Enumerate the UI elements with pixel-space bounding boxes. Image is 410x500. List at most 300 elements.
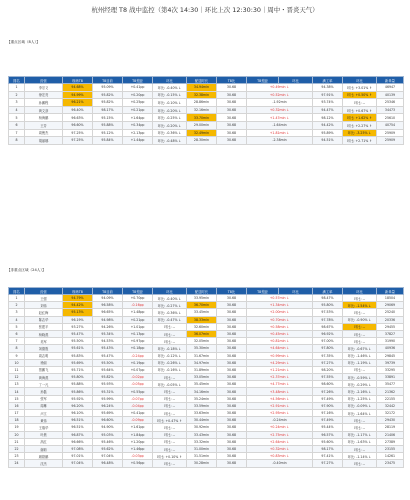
cell-new-orders: 25909: [377, 137, 404, 145]
cell-onsite-t8: 97.04%: [63, 460, 93, 467]
cell-delivery-time: 35.45min: [187, 381, 217, 388]
cell-t8-change: 环比: --: [153, 424, 187, 431]
cell-time-gap: +0.24min ↓: [247, 424, 313, 431]
cell-new-orders: 23155: [377, 445, 404, 452]
cell-full-rate: 96.92%: [313, 330, 343, 337]
cell-t8-gap: -0.05pp: [123, 381, 153, 388]
cell-time-gap: +4.29min ↓: [247, 359, 313, 366]
cell-delivery-time: 28.30min: [187, 137, 217, 145]
cell-full-rate-change: 环比: +1.62% ↑: [343, 114, 377, 122]
cell-t8-target: 95.31%: [93, 388, 123, 395]
cell-t8-change: 环比: -0.40% ↓: [153, 84, 187, 92]
cell-full-rate-change: 环比: --: [343, 445, 377, 452]
cell-full-rate-change: 环比: --: [343, 99, 377, 107]
cell-time-gap: -0.24min: [247, 417, 313, 424]
cell-full-rate-change: 环比: -1.19% ↓: [343, 359, 377, 366]
cell-manager: 沈杰: [25, 460, 63, 467]
cell-delivery-time: 33.63min: [187, 410, 217, 417]
cell-full-rate: 96.57%: [313, 431, 343, 438]
cell-new-orders: 28119: [377, 424, 404, 431]
cell-t8-target: 95.93%: [93, 381, 123, 388]
cell-t8-target: 96.58%: [93, 302, 123, 309]
cell-manager: 高红: [25, 438, 63, 445]
cell-full-rate-change: 环比: --: [343, 309, 377, 316]
table-header-row: [9, 288, 404, 295]
cell-delivery-time: 30.44min: [187, 417, 217, 424]
cell-onsite-t8: 97.01%: [63, 453, 93, 460]
cell-t8-change: 环比: -0.36% ↓: [153, 129, 187, 137]
cell-t8-target: 96.65%: [93, 309, 123, 316]
cell-t8-ratio: 30.68: [217, 309, 247, 316]
cell-delivery-time: 32.49min: [187, 129, 217, 137]
cell-t8-target: 97.04%: [93, 453, 123, 460]
cell-t8-target: 95.64%: [93, 366, 123, 373]
cell-t8-target: 94.09%: [93, 295, 123, 302]
cell-manager: 刘德胜: [25, 345, 63, 352]
cell-full-rate-change: 环比: -1.17% ↓: [343, 431, 377, 438]
cell-rank: 12: [9, 374, 25, 381]
cell-onsite-t8: 94.42%: [63, 302, 93, 309]
cell-full-rate: 97.26%: [313, 388, 343, 395]
cell-full-rate: 95.80%: [313, 302, 343, 309]
cell-full-rate-change: 环比: -0.90% ↓: [343, 316, 377, 323]
cell-rank: 9: [9, 352, 25, 359]
cell-full-rate: 97.49%: [313, 417, 343, 424]
cell-t8-change: 环比: -0.16% ↓: [153, 366, 187, 373]
cell-new-orders: 21406: [377, 431, 404, 438]
cell-t8-target: 94.53%: [93, 338, 123, 345]
cell-t8-change: 环比: -0.40% ↓: [153, 295, 187, 302]
cell-full-rate: 93.74%: [313, 99, 343, 107]
cell-t8-change: 环比: -0.05% ↓: [153, 381, 187, 388]
cell-new-orders: 29430: [377, 417, 404, 424]
cell-full-rate: 97.27%: [313, 359, 343, 366]
header-manager: 经营: [25, 288, 63, 295]
cell-t8-change: 环比: -0.12% ↓: [153, 352, 187, 359]
cell-rank: 1: [9, 295, 25, 302]
cell-rank: 8: [9, 345, 25, 352]
cell-delivery-time: 34.97min: [187, 359, 217, 366]
header-manager: 经营: [25, 77, 63, 84]
header-t8-change: 环比: [153, 77, 187, 84]
cell-new-orders: 25909: [377, 129, 404, 137]
cell-t8-gap: -0.16pp: [123, 302, 153, 309]
cell-t8-change: 环比: +0.10% ↑: [153, 453, 187, 460]
cell-manager: 周志明: [25, 352, 63, 359]
cell-onsite-t8: 96.40%: [63, 106, 93, 114]
cell-t8-change: 环比: +0.47% ↑: [153, 417, 187, 424]
cell-t8-ratio: 30.68: [217, 438, 247, 445]
cell-t8-target: 95.34%: [93, 330, 123, 337]
cell-full-rate-change: 环比: --: [343, 424, 377, 431]
cell-delivery-time: 32.16min: [187, 106, 217, 114]
cell-new-orders: 35477: [377, 381, 404, 388]
cell-t8-target: 95.46%: [93, 438, 123, 445]
cell-t8-target: 95.15%: [93, 114, 123, 122]
header-full-rate: 满工率: [313, 77, 343, 84]
cell-onsite-t8: 95.80%: [63, 374, 93, 381]
cell-full-rate: 97.41%: [313, 453, 343, 460]
cell-rank: 6: [9, 121, 25, 129]
cell-time-gap: -1.64min: [247, 121, 313, 129]
cell-rank: 14: [9, 388, 25, 395]
cell-manager: 周琳: [25, 402, 63, 409]
cell-t8-change: 环比: -0.15% ↓: [153, 91, 187, 99]
cell-time-gap: -1.92min: [247, 99, 313, 107]
cell-t8-ratio: 30.68: [217, 453, 247, 460]
cell-t8-change: 环比: -0.27% ↓: [153, 302, 187, 309]
cell-rank: 22: [9, 445, 25, 452]
cell-t8-ratio: 30.68: [217, 295, 247, 302]
cell-delivery-time: 33.45min: [187, 309, 217, 316]
cell-time-gap: +2.37min ↓: [247, 374, 313, 381]
cell-t8-ratio: 30.68: [217, 381, 247, 388]
cell-time-gap: -0.40min: [247, 460, 313, 467]
header-t8-target: T8目前: [93, 77, 123, 84]
cell-full-rate: 97.55%: [313, 374, 343, 381]
cell-rank: 13: [9, 381, 25, 388]
section-label-nonkey: 【非重点区域（24人）】: [7, 268, 46, 272]
cell-manager: 顾勋鹏: [25, 453, 63, 460]
cell-onsite-t8: 96.51%: [63, 417, 93, 424]
cell-onsite-t8: 94.68%: [63, 84, 93, 92]
cell-full-rate: 98.60%: [313, 381, 343, 388]
cell-new-orders: 37827: [377, 330, 404, 337]
cell-delivery-time: 33.70min: [187, 114, 217, 122]
key-area-table: [8, 76, 404, 145]
cell-manager: 谢莉: [25, 445, 63, 452]
cell-rank: 1: [9, 84, 25, 92]
header-time-gap: T8差距: [247, 288, 279, 295]
cell-t8-change: 环比: -0.26% ↓: [153, 359, 187, 366]
header-time-change: 环比: [279, 288, 313, 295]
table-row: [9, 323, 404, 330]
cell-t8-change: 环比: --: [153, 431, 187, 438]
cell-time-gap: +2.75min ↓: [247, 431, 313, 438]
cell-full-rate-change: 环比: +2.27% ↑: [343, 121, 377, 129]
table-row: [9, 114, 404, 122]
cell-full-rate-change: 环比: -0.59% ↓: [343, 374, 377, 381]
cell-rank: 7: [9, 338, 25, 345]
cell-full-rate-change: 环比: +0.50% ↑: [343, 91, 377, 99]
cell-rank: 4: [9, 106, 25, 114]
cell-t8-ratio: 30.68: [217, 410, 247, 417]
cell-delivery-time: 35.30min: [187, 345, 217, 352]
cell-onsite-t8: 95.88%: [63, 381, 93, 388]
cell-t8-ratio: 30.68: [217, 137, 247, 145]
cell-t8-gap: +0.20pp: [123, 91, 153, 99]
cell-t8-gap: +0.34pp: [123, 121, 153, 129]
cell-t8-target: 94.98%: [93, 316, 123, 323]
cell-rank: 11: [9, 366, 25, 373]
cell-time-gap: +2.95min ↓: [247, 410, 313, 417]
cell-time-gap: +4.56min ↓: [247, 395, 313, 402]
cell-onsite-t8: 95.47%: [63, 330, 93, 337]
table-row: [9, 381, 404, 388]
cell-full-rate: 98.17%: [313, 445, 343, 452]
cell-delivery-time: 29.00min: [187, 121, 217, 129]
cell-t8-gap: +0.07pp: [123, 366, 153, 373]
cell-full-rate-change: 环比: -1.54% ↓: [343, 302, 377, 309]
cell-manager: 杨晓燕: [25, 330, 63, 337]
header-time-gap: T8差距: [247, 77, 279, 84]
cell-t8-change: 环比: -0.47% ↓: [153, 316, 187, 323]
cell-new-orders: 25610: [377, 114, 404, 122]
cell-t8-gap: -0.02pp: [123, 374, 153, 381]
cell-t8-target: 96.48%: [93, 460, 123, 467]
cell-t8-gap: +0.97pp: [123, 338, 153, 345]
cell-t8-target: 95.43%: [93, 345, 123, 352]
header-rank: 排名: [9, 288, 25, 295]
cell-time-gap: +4.77min ↓: [247, 381, 313, 388]
cell-full-rate: 95.89%: [313, 129, 343, 137]
cell-t8-gap: +0.18pp: [123, 345, 153, 352]
cell-t8-gap: -0.24pp: [123, 352, 153, 359]
cell-new-orders: 29845: [377, 352, 404, 359]
cell-full-rate: 98.20%: [313, 366, 343, 373]
cell-t8-ratio: 30.68: [217, 84, 247, 92]
cell-manager: 孙鹏程: [25, 99, 63, 107]
cell-t8-gap: +1.48pp: [123, 309, 153, 316]
cell-delivery-time: 31.67min: [187, 352, 217, 359]
cell-full-rate: 97.91%: [313, 91, 343, 99]
cell-manager: 王强: [25, 295, 63, 302]
cell-t8-ratio: 30.68: [217, 99, 247, 107]
cell-t8-change: 环比: -0.20% ↓: [153, 121, 187, 129]
cell-new-orders: 25240: [377, 309, 404, 316]
cell-t8-gap: +0.21pp: [123, 316, 153, 323]
cell-t8-gap: +0.41pp: [123, 84, 153, 92]
cell-full-rate: 94.47%: [313, 106, 343, 114]
cell-onsite-t8: 96.10%: [63, 410, 93, 417]
cell-t8-target: 95.12%: [93, 129, 123, 137]
cell-t8-change: 环比: --: [153, 388, 187, 395]
cell-t8-ratio: 30.68: [217, 424, 247, 431]
cell-rank: 20: [9, 431, 25, 438]
cell-t8-ratio: 30.68: [217, 338, 247, 345]
header-t8-ratio: T8比: [217, 77, 247, 84]
cell-time-gap: +1.81min ↓: [247, 129, 313, 137]
cell-t8-gap: +1.84pp: [123, 431, 153, 438]
cell-rank: 23: [9, 453, 25, 460]
cell-t8-target: 95.09%: [93, 84, 123, 92]
cell-full-rate: 97.53%: [313, 309, 343, 316]
cell-time-gap: +0.99min ↓: [247, 352, 313, 359]
table-row: [9, 359, 404, 366]
cell-full-rate-change: 环比: +3.01% ↑: [343, 84, 377, 92]
cell-onsite-t8: 95.13%: [63, 309, 93, 316]
header-t8-gap: T8差距: [123, 288, 153, 295]
cell-manager: 杨海鹏: [25, 114, 63, 122]
cell-t8-change: 环比: --: [153, 395, 187, 402]
cell-new-orders: 33295: [377, 366, 404, 373]
header-new-orders: 新单量: [377, 77, 404, 84]
cell-t8-ratio: 30.68: [217, 445, 247, 452]
cell-t8-gap: +0.56pp: [123, 460, 153, 467]
cell-onsite-t8: 96.20%: [63, 402, 93, 409]
cell-t8-gap: +1.01pp: [123, 323, 153, 330]
table-row: [9, 121, 404, 129]
cell-full-rate-change: 环比: -1.64% ↓: [343, 410, 377, 417]
cell-manager: 卢江: [25, 410, 63, 417]
cell-new-orders: 46947: [377, 84, 404, 92]
table-row: [9, 366, 404, 373]
cell-delivery-time: 31.51min: [187, 453, 217, 460]
cell-rank: 3: [9, 309, 25, 316]
cell-t8-gap: -0.04pp: [123, 402, 153, 409]
nonkey-area-table: [8, 287, 404, 468]
cell-full-rate: 95.60%: [313, 438, 343, 445]
cell-t8-ratio: 30.68: [217, 114, 247, 122]
table-row: [9, 338, 404, 345]
table-row: [9, 316, 404, 323]
cell-t8-change: 环比: -0.20% ↓: [153, 106, 187, 114]
cell-t8-target: 95.69%: [93, 410, 123, 417]
cell-t8-target: 95.62%: [93, 445, 123, 452]
cell-time-gap: -2.38min: [247, 137, 313, 145]
cell-t8-ratio: 30.68: [217, 431, 247, 438]
cell-new-orders: 34473: [377, 106, 404, 114]
cell-manager: 张建平: [25, 323, 63, 330]
cell-manager: 吴军: [25, 338, 63, 345]
cell-rank: 5: [9, 114, 25, 122]
cell-t8-gap: +0.55pp: [123, 388, 153, 395]
cell-rank: 19: [9, 424, 25, 431]
cell-onsite-t8: 97.08%: [63, 445, 93, 452]
cell-t8-gap: +1.20pp: [123, 438, 153, 445]
cell-manager: 王芳: [25, 121, 63, 129]
cell-time-gap: +0.45min ↓: [247, 330, 313, 337]
cell-t8-gap: +0.25pp: [123, 99, 153, 107]
table-row: [9, 99, 404, 107]
cell-rank: 16: [9, 402, 25, 409]
cell-t8-ratio: 30.68: [217, 352, 247, 359]
cell-onsite-t8: 96.51%: [63, 424, 93, 431]
cell-full-rate: 94.38%: [313, 84, 343, 92]
cell-t8-ratio: 30.68: [217, 91, 247, 99]
table-row: [9, 106, 404, 114]
cell-t8-ratio: 30.68: [217, 366, 247, 373]
cell-new-orders: 29069: [377, 302, 404, 309]
cell-new-orders: 32172: [377, 410, 404, 417]
table-row: [9, 84, 404, 92]
cell-t8-gap: +0.70pp: [123, 295, 153, 302]
header-rank: 排名: [9, 77, 25, 84]
cell-full-rate: 97.78%: [313, 316, 343, 323]
cell-full-rate: 98.47%: [313, 295, 343, 302]
cell-t8-target: 94.90%: [93, 424, 123, 431]
cell-t8-gap: +0.21pp: [123, 106, 153, 114]
cell-full-rate-change: 环比: -2.16% ↓: [343, 388, 377, 395]
cell-manager: 黄海燕: [25, 374, 63, 381]
cell-time-gap: +3.48min ↓: [247, 388, 313, 395]
cell-t8-ratio: 30.68: [217, 330, 247, 337]
cell-time-gap: +2.91min ↓: [247, 402, 313, 409]
cell-onsite-t8: 95.83%: [63, 352, 93, 359]
cell-time-gap: +2.64min ↓: [247, 438, 313, 445]
cell-new-orders: 31990: [377, 338, 404, 345]
cell-new-orders: 29455: [377, 323, 404, 330]
header-onsite-t8: 现场T8: [63, 77, 93, 84]
cell-new-orders: 27389: [377, 438, 404, 445]
cell-time-gap: +1.34min ↓: [247, 302, 313, 309]
header-onsite-t8: 现场T8: [63, 288, 93, 295]
cell-new-orders: 22155: [377, 395, 404, 402]
table-row: [9, 453, 404, 460]
cell-delivery-time: 33.05min: [187, 374, 217, 381]
cell-t8-target: 98.17%: [93, 106, 123, 114]
cell-t8-gap: -0.07pp: [123, 395, 153, 402]
cell-rank: 24: [9, 460, 25, 467]
cell-delivery-time: 35.24min: [187, 395, 217, 402]
cell-manager: 黄文剑: [25, 106, 63, 114]
table-row: [9, 417, 404, 424]
cell-t8-change: 环比: -0.18% ↓: [153, 345, 187, 352]
table-row: [9, 352, 404, 359]
cell-full-rate-change: 环比: -1.25% ↓: [343, 395, 377, 402]
table-row: [9, 374, 404, 381]
cell-onsite-t8: 95.71%: [63, 366, 93, 373]
cell-t8-change: 环比: -0.48% ↓: [153, 137, 187, 145]
cell-onsite-t8: 95.50%: [63, 338, 93, 345]
cell-t8-target: 95.50%: [93, 359, 123, 366]
cell-onsite-t8: 97.25%: [63, 129, 93, 137]
cell-t8-change: 环比: --: [153, 338, 187, 345]
cell-rank: 17: [9, 410, 25, 417]
cell-delivery-time: 32.38min: [187, 91, 217, 99]
cell-new-orders: 18504: [377, 295, 404, 302]
cell-new-orders: 20336: [377, 316, 404, 323]
header-full-rate-change: 环比: [343, 288, 377, 295]
cell-full-rate: 98.12%: [313, 114, 343, 122]
cell-t8-change: 环比: -0.25% ↓: [153, 114, 187, 122]
cell-manager: 叶晨: [25, 431, 63, 438]
table-row: [9, 431, 404, 438]
cell-manager: 李宗义: [25, 84, 63, 92]
cell-t8-gap: +0.13pp: [123, 330, 153, 337]
table-row: [9, 295, 404, 302]
cell-t8-ratio: 30.68: [217, 388, 247, 395]
cell-t8-change: 环比: --: [153, 410, 187, 417]
cell-delivery-time: 33.32min: [187, 438, 217, 445]
cell-t8-gap: +1.61pp: [123, 424, 153, 431]
header-new-orders: 新单量: [377, 288, 404, 295]
cell-t8-gap: +2.13pp: [123, 129, 153, 137]
cell-time-gap: +2.00min ↓: [247, 309, 313, 316]
cell-t8-change: 环比: --: [153, 402, 187, 409]
cell-rank: 4: [9, 316, 25, 323]
header-time-change: 环比: [279, 77, 313, 84]
table-row: [9, 438, 404, 445]
cell-full-rate: 97.00%: [313, 338, 343, 345]
cell-delivery-time: 34.94min: [187, 84, 217, 92]
cell-t8-target: 95.82%: [93, 99, 123, 107]
cell-full-rate-change: 环比: -0.67% ↓: [343, 345, 377, 352]
cell-time-gap: +4.64min ↓: [247, 345, 313, 352]
cell-full-rate-change: 环比: -0.29% ↓: [343, 381, 377, 388]
cell-t8-change: 环比: --: [153, 445, 187, 452]
cell-full-rate-change: 环比: +2.71% ↑: [343, 137, 377, 145]
cell-onsite-t8: 95.86%: [63, 388, 93, 395]
cell-onsite-t8: 96.19%: [63, 316, 93, 323]
cell-t8-ratio: 30.68: [217, 121, 247, 129]
cell-time-gap: +1.47min ↓: [247, 114, 313, 122]
cell-t8-gap: +1.64pp: [123, 114, 153, 122]
cell-rank: 3: [9, 99, 25, 107]
cell-full-rate: 97.80%: [313, 345, 343, 352]
cell-t8-target: 95.82%: [93, 91, 123, 99]
cell-t8-ratio: 30.68: [217, 374, 247, 381]
